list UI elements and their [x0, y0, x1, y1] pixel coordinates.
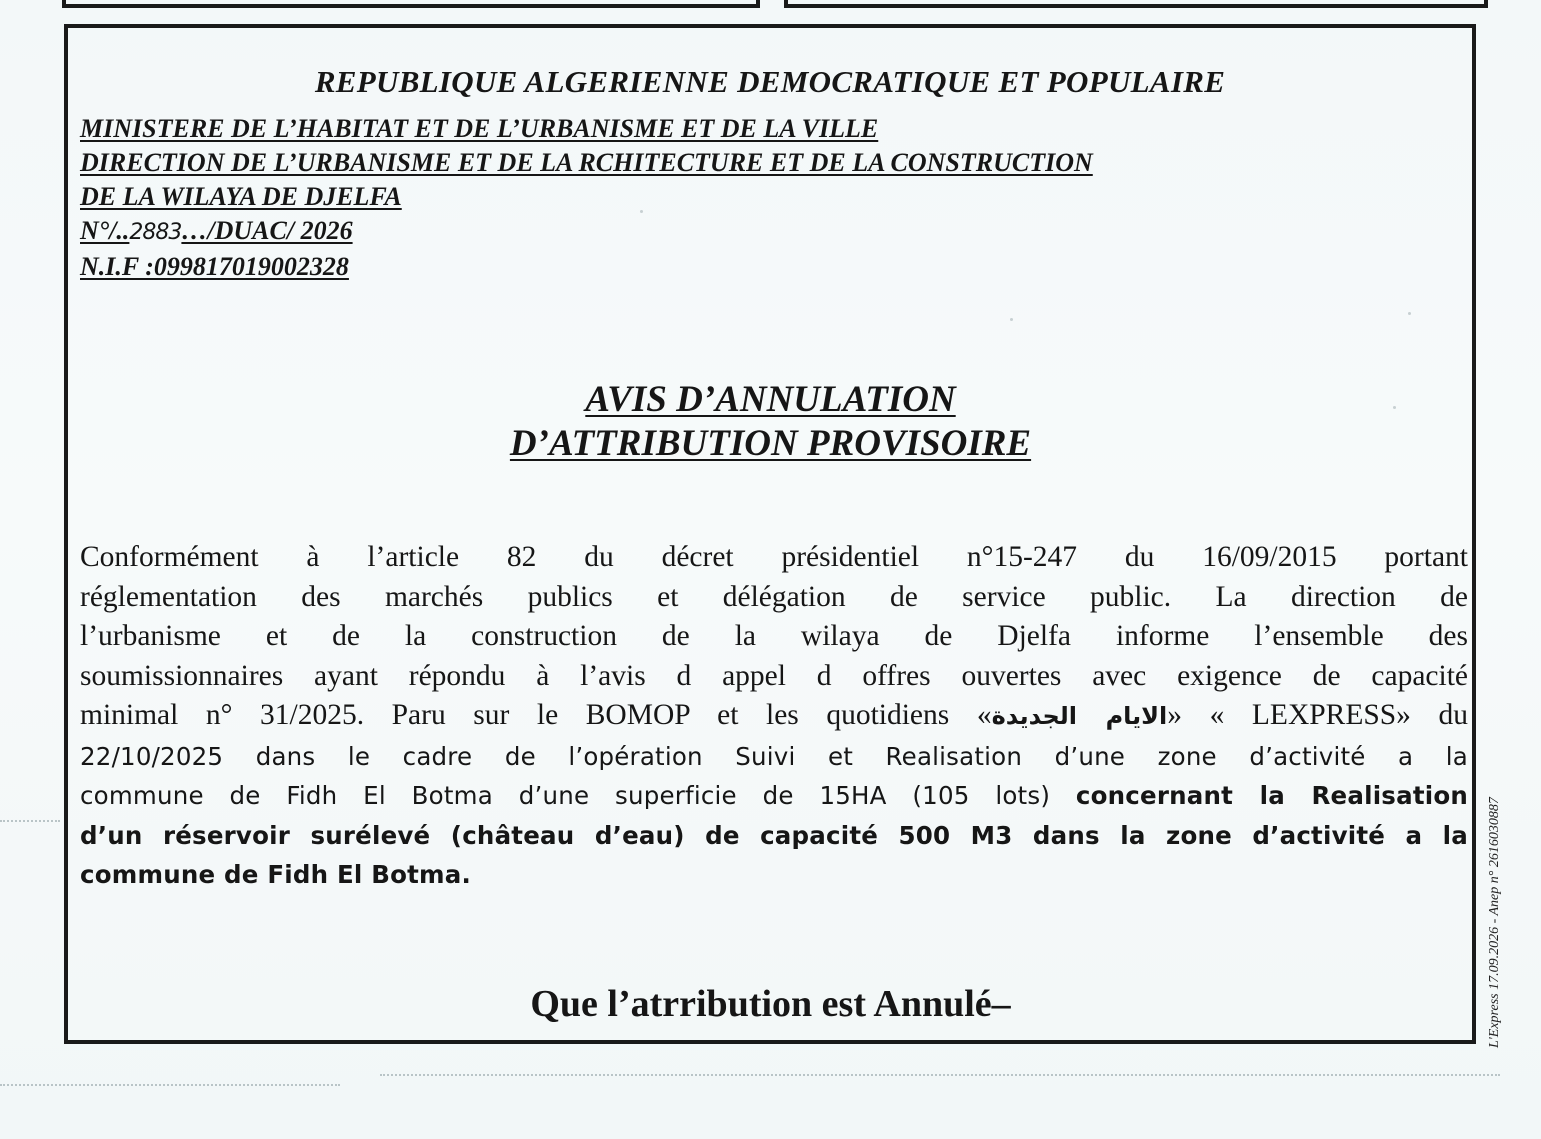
body-line-2: réglementation des marchés publics et délégation de service public. La direction de	[80, 580, 1468, 613]
reference-suffix: …/DUAC/ 2026	[181, 216, 353, 245]
body-line-7	[80, 776, 1468, 816]
ministry-line: MINISTERE DE L’HABITAT ET DE L’URBANISME ET DE LA VILLE	[80, 114, 879, 143]
nif-number: N.I.F :099817019002328	[80, 252, 349, 281]
body-line-6: 22/10/2025 dans le cadre de l’opération Suivi et Realisation d’une zone d’activité a la	[80, 741, 1468, 771]
previous-ad-frame-left	[62, 0, 760, 8]
body-line-5-end: » « LEXPRESS» du	[1167, 699, 1468, 731]
closing-dash: –	[991, 983, 1011, 1025]
body-line-8: d’un réservoir surélevé (château d’eau) de capacité 500 M3 dans la zone d’activité a la	[80, 820, 1468, 850]
scan-artifact	[0, 1084, 340, 1086]
arabic-newspaper-name: الايام الجديدة	[991, 702, 1168, 730]
body-line-5	[80, 696, 1468, 737]
republic-heading: REPUBLIQUE ALGERIENNE DEMOCRATIQUE ET POPULAIRE	[314, 64, 1226, 99]
body-line-3: l’urbanisme et de la construction de la wilaya de Djelfa informe l’ensemble des	[80, 620, 1468, 652]
title-line-1: AVIS D’ANNULATION	[585, 379, 956, 420]
body-line-5-start: minimal n° 31/2025. Paru sur le BOMOP et les quotidiens «	[80, 699, 992, 731]
body-line-1: Conformément à l’article 82 du décret présidentiel n°15-247 du 16/09/2015 portant	[80, 541, 1468, 573]
publication-stamp: L'Express 17.09.2026 - Anep n° 2616030887	[1487, 797, 1502, 1048]
scan-artifact	[0, 820, 60, 822]
previous-ad-frame-right	[784, 0, 1488, 8]
closing-statement	[0, 982, 1541, 1026]
closing-text: Que l’atrribution est Annulé	[530, 983, 992, 1025]
reference-number	[80, 214, 1093, 250]
notice-body	[80, 538, 1468, 895]
title-line-2: D’ATTRIBUTION PROVISOIRE	[509, 423, 1032, 464]
body-line-7-bold: concernant la Realisation	[1075, 781, 1468, 810]
reference-prefix: N°/..	[80, 216, 130, 245]
direction-line: DIRECTION DE L’URBANISME ET DE LA RCHITECTURE ET DE LA CONSTRUCTION	[80, 148, 1093, 177]
body-line-9: commune de Fidh El Botma.	[80, 860, 472, 889]
wilaya-line: DE LA WILAYA DE DJELFA	[80, 182, 402, 211]
body-line-7-start: commune de Fidh El Botma d’une superficie de 15HA (105 lots)	[80, 781, 1076, 810]
notice-title	[0, 378, 1541, 466]
reference-handwritten-number: 2883	[129, 220, 182, 245]
issuer-header	[80, 112, 1093, 284]
body-line-4: soumissionnaires ayant répondu à l’avis d appel d offres ouvertes avec exigence de capacité	[80, 659, 1468, 692]
scan-artifact	[380, 1074, 1500, 1076]
